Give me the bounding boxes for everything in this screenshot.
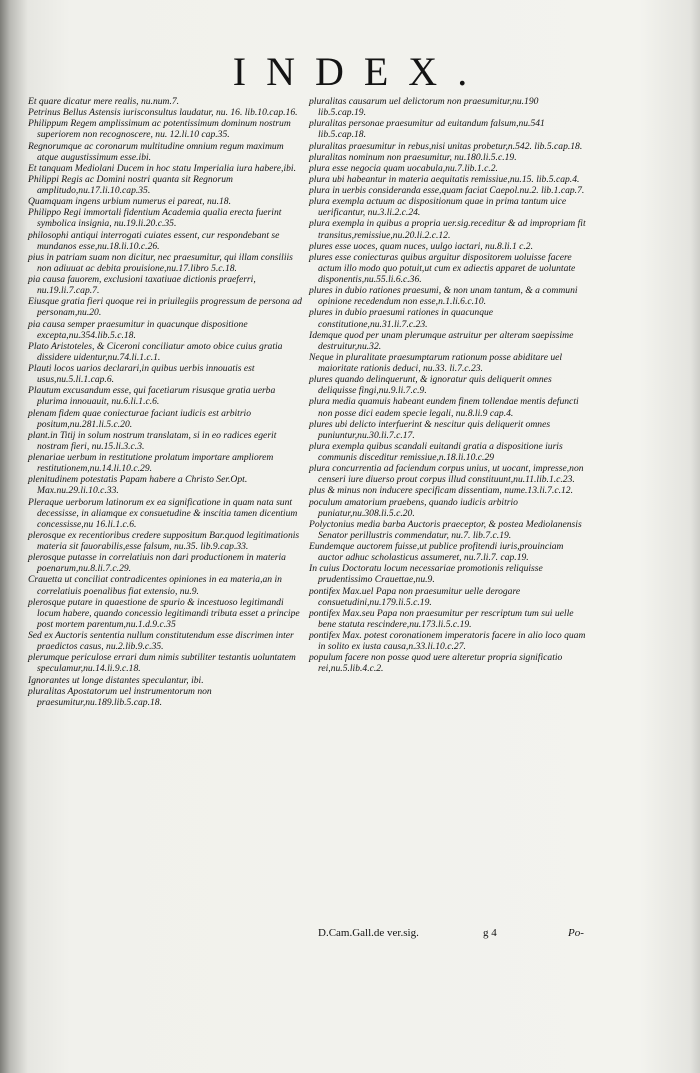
index-entry: pontifex Max.seu Papa non praesumitur per rescriptum tum sui uelle bene statuta rescindere,nu.173.li.5.c.19. — [309, 607, 574, 630]
index-entry: plura in uerbis consideranda esse,quam faciat Caepol.nu.2. lib.1.cap.7. — [309, 185, 585, 196]
index-entry: plures in dubio praesumi rationes in quacunque constitutione,nu.31.li.7.c.23. — [309, 307, 494, 330]
index-entry: plerosque putare in quaestione de spurio & incestuoso legitimandi locum habere, quando concessio legitimandi tributa esset a principe post mortem parentum,nu.1.d.9.c.35 — [28, 596, 300, 630]
index-entry: Philippi Regis ac Domini nostri quanta sit Regnorum amplitudo,nu.17.li.10.cap.35. — [28, 173, 233, 196]
index-entry: plenitudinem potestatis Papam habere a Christo Ser.Opt. Max.nu.29.li.10.c.33. — [28, 474, 248, 497]
index-entry: Eiusque gratia fieri quoque rei in priuilegiis progressum de persona ad personam,nu.20. — [28, 296, 302, 319]
index-entry: Philippo Regi immortali fidentium Academia qualia erecta fuerint symbolica insignia, nu.19.li.20.c.35. — [28, 207, 282, 230]
index-entry: In cuius Doctoratu locum necessariae promotionis reliquisse prudentissimo Crauettae,nu.9. — [309, 563, 543, 586]
index-entry: plura exempla quibus scandali euitandi gratia a dispositione iuris communis disceditur remissiue,n.18.li.10.c.29 — [309, 440, 563, 463]
index-entry: plures in dubio rationes praesumi, & non unam tantum, & a communi opinione recedendum non esse,n.1.li.6.c.10. — [309, 285, 578, 308]
index-entry: Regnorumque ac coronarum multitudine omnium regum maximum atque augustissimum esse.ibi. — [28, 140, 284, 163]
index-entry: pius in patriam suam non dicitur, nec praesumitur, qui illam consiliis non adiuuat ac debita prouisione,nu.17.libro 5.c.18. — [28, 251, 293, 274]
index-entry: pluralitas personae praesumitur ad euitandum falsum,nu.541 lib.5.cap.18. — [309, 118, 545, 141]
index-entry: plura concurrentia ad faciendum corpus unius, ut uocant, impresse,non censeri iure diuerso prout corpus illud constituunt,nu.11.lib.1.c.23. — [309, 463, 584, 486]
index-entry: plura exempla in quibus a propria uer.sig.receditur & ad impropriam fit transitus,remissiue,nu.20.li.2.c.12. — [309, 218, 586, 241]
index-entry: plures ubi delicto interfuerint & nescitur quis deliquerit omnes puniuntur,nu.30.li.7.c.17. — [309, 418, 551, 441]
left-column — [28, 96, 306, 708]
running-title: D.Cam.Gall.de ver.sig. — [318, 927, 419, 939]
index-entry: Quamquam ingens urbium numerus ei pareat, nu.18. — [28, 196, 231, 208]
index-entry: pontifex Max. potest coronationem imperatoris facere in alio loco quam in solito ex iusta causa,n.33.li.10.c.27. — [309, 630, 586, 653]
index-entry: plura esse negocia quam uocabula,nu.7.lib.1.c.2. — [309, 162, 498, 174]
index-entry: plerumque periculose errari dum nimis subtiliter testantis uoluntatem speculamur,nu.14.li.9.c.18. — [28, 652, 296, 675]
index-entry: plant.in Titij in solum nostrum translatam, si in eo radices egerit nostram fieri, nu.15.li.3.c.3. — [28, 429, 277, 452]
index-entry: plenariae uerbum in restitutione prolatum importare ampliorem restitutionem,nu.14.li.10.c.29. — [28, 452, 274, 475]
index-entry: plura ubi habeantur in materia aequitatis remissiue,nu.15. lib.5.cap.4. — [309, 173, 580, 185]
index-entry: philosophi antiqui interrogati cuiates essent, cur respondebant se mundanos esse,nu.18.li.10.c.26. — [28, 229, 280, 252]
index-entry: plures esse uoces, quam nuces, uulgo iactari, nu.8.li.1 c.2. — [309, 240, 534, 252]
index-entry: pluralitas Apostatorum uel instrumentorum non praesumitur,nu.189.lib.5.cap.18. — [28, 685, 212, 708]
index-entry: pluralitas nominum non praesumitur, nu.180.li.5.c.19. — [309, 151, 517, 163]
index-entry: pontifex Max.uel Papa non praesumitur uelle derogare consuetudini,nu.179.li.5.c.19. — [309, 585, 521, 608]
index-entry: Plautum excusandum esse, qui facetiarum risusque gratia uerba plurima innouauit, nu.6.li.1.c.6. — [28, 385, 276, 408]
index-entry: Eundemque auctorem fuisse,ut publice profitendi iuris,prouinciam auctor adhuc scholasticus assumeret, nu.7.li.7. cap.19. — [309, 541, 564, 564]
index-entry: Ignorantes ut longe distantes speculantur, ibi. — [28, 674, 204, 686]
index-entry: Et quare dicatur mere realis, nu.num.7. — [28, 96, 180, 107]
index-entry: Philippum Regem amplissimum ac potentissimum dominum nostrum superiorem non recognoscere, nu. 12.li.10 cap.35. — [28, 118, 291, 141]
index-entry: Plato Aristoteles, & Ciceroni conciliatur amoto obice cuius gratia dissidere uidentur,nu.74.li.1.c.1. — [28, 340, 283, 363]
index-entry: Et tanquam Mediolani Ducem in hoc statu Imperialia iura habere,ibi. — [28, 162, 296, 174]
page-title: INDEX. — [232, 49, 488, 94]
index-entry: Pleraque uerborum latinorum ex ea significatione in quam nata sunt decessisse, in aliamque ex consuetudine & inscitia tamen dicentium concessisse,nu 16.li.1.c.6. — [28, 496, 298, 530]
index-entry: plus & minus non inducere specificam dissentiam, nume.13.li.7.c.12. — [309, 485, 573, 497]
index-entry: pia causa semper praesumitur in quacunque dispositione excepta,nu.354.lib.5.c.18. — [28, 318, 248, 341]
index-entry: Neque in pluralitate praesumptarum rationum posse abiditare uel maioritate rationis deduci, nu.33. li.7.c.23. — [309, 351, 563, 374]
index-entry: pluralitas praesumitur in rebus,nisi unitas probetur,n.542. lib.5.cap.18. — [309, 140, 583, 152]
index-entry: plenam fidem quae coniecturae faciant iudicis est arbitrio positum,nu.281.li.5.c.20. — [28, 407, 252, 430]
index-entry: plura exempla actuum ac dispositionum quae in prima tantum uice uerificantur, nu.3.li.2.c.24. — [309, 196, 567, 219]
signature-mark: g 4 — [483, 927, 497, 939]
index-entry: Sed ex Auctoris sententia nullum constitutendum esse discrimen inter praedictos casus, nu.2.lib.9.c.35. — [28, 630, 294, 653]
index-entry: pluralitas causarum uel delictorum non praesumitur,nu.190 lib.5.cap.19. — [309, 96, 539, 119]
index-entry: pia causa fauorem, exclusioni taxatiuae dictionis praeferri, nu.19.li.7.cap.7. — [28, 274, 256, 297]
index-entry: populum facere non posse quod uere alteretur propria significatio rei,nu.5.lib.4.c.2. — [309, 652, 563, 675]
index-entry: Idemque quod per unam plerumque astruitur per alteram saepissime destruitur,nu.32. — [309, 329, 574, 352]
catchword: Po- — [568, 927, 584, 939]
index-entry: plures esse coniecturas quibus arguitur dispositorem uoluisse facere actum illo modo quo potuit,ut cum ex adiectis apparet de uoluntate disponentis,nu.55.li.6.c.36. — [309, 251, 576, 285]
index-entry: Polyctonius media barba Auctoris praeceptor, & postea Mediolanensis Senator perillustris commendatur, nu.7. lib.7.c.19. — [309, 518, 582, 541]
index-entry: Plauti locos uarios declarari,in quibus uerbis innouatis est usus,nu.5.li.1.cap.6. — [28, 363, 255, 386]
right-column — [309, 96, 587, 675]
index-entry: plerosque ex recentioribus credere suppositum Bar.quod legitimationis materia sit fauorabilis,esse falsum, nu.35. lib.9.cap.33. — [28, 529, 300, 552]
index-entry: plerosque putasse in correlatiuis non dari productionem in materia poenarum,nu.8.li.7.c.29. — [28, 552, 286, 575]
index-entry: poculum amatorium praebens, quando iudicis arbitrio puniatur,nu.308.li.5.c.20. — [309, 496, 518, 519]
index-entry: Crauetta ut conciliat contradicentes opiniones in ea materia,an in correlatiuis poenalibus fiat extensio, nu.9. — [28, 574, 282, 597]
index-entry: Petrinus Bellus Astensis iurisconsultus laudatur, nu. 16. lib.10.cap.16. — [28, 107, 298, 119]
index-entry: plures quando delinquerunt, & ignoratur quis deliquerit omnes deliquisse fingi,nu.9.li.7.c.9. — [309, 374, 552, 397]
index-entry: plura media quamuis habeant eundem finem tollendae mentis defuncti non posse dici eadem specie legali, nu.8.li.9 cap.4. — [309, 396, 579, 419]
page-footer — [0, 927, 700, 947]
